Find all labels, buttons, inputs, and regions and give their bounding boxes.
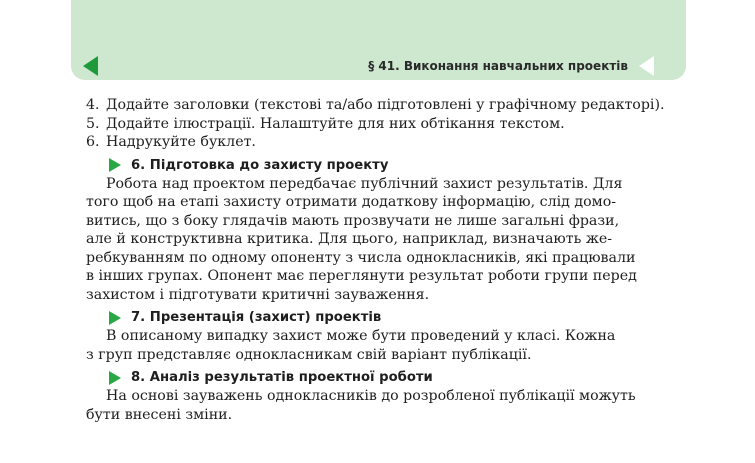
section-paragraph (86, 327, 672, 364)
triangle-bullet-icon (109, 371, 121, 385)
section-heading (86, 309, 672, 326)
section-paragraph (86, 175, 672, 305)
paragraph-line: захистом і підготувати критичні зауваження. (86, 286, 430, 303)
triangle-bullet-icon (109, 158, 121, 172)
paragraph-line: На основі зауважень однокласників до розробленої публікації можуть (106, 388, 636, 404)
page-content (86, 96, 672, 424)
section-heading (86, 369, 672, 386)
paragraph-line: В описаному випадку захист може бути проведений у класі. Кожна (106, 328, 616, 344)
page-header-title: § 41. Виконання навчальних проектів (368, 59, 628, 73)
list-item-text: Додайте заголовки (текстові та/або підготовлені у графічному редакторі). (106, 97, 665, 113)
paragraph-line: Робота над проектом передбачає публічний захист результатів. Для (106, 175, 623, 192)
section-paragraph (86, 387, 672, 424)
paragraph-line: того щоб на етапі захисту отримати додаткову інформацію, слід домо- (86, 194, 617, 210)
back-arrow-icon[interactable] (83, 56, 98, 76)
list-item-number: 4. (86, 97, 100, 113)
list-item (86, 133, 672, 152)
list-item-text: Додайте ілюстрації. Налаштуйте для них обтікання текстом. (106, 115, 565, 132)
forward-arrow-icon[interactable] (639, 56, 654, 76)
paragraph-line: з груп представляє однокласникам свій варіант публікації. (86, 346, 532, 363)
triangle-bullet-icon (109, 311, 121, 325)
list-item-text: Надрукуйте буклет. (106, 134, 256, 150)
list-item (86, 96, 672, 115)
list-item-number: 6. (86, 134, 100, 150)
section-heading-text: 7. Презентація (захист) проектів (131, 310, 382, 325)
paragraph-line: в інших групах. Опонент має переглянути результат роботи групи перед (86, 268, 637, 284)
list-item-number: 5. (86, 115, 100, 132)
paragraph-line: витись, що з боку глядачів мають прозвучати не лише загальні фрази, (86, 212, 620, 229)
paragraph-line: бути внесені зміни. (86, 406, 233, 423)
section-heading-text: 6. Підготовка до захисту проекту (131, 157, 389, 173)
list-item (86, 115, 672, 134)
paragraph-line: але й конструктивна критика. Для цього, наприклад, визначають же- (86, 231, 613, 247)
section-heading (86, 157, 672, 174)
section-heading-text: 8. Аналіз результатів проектної роботи (131, 370, 433, 385)
paragraph-line: ребкуванням по одному опоненту з числа однокласників, які працювали (86, 249, 636, 266)
